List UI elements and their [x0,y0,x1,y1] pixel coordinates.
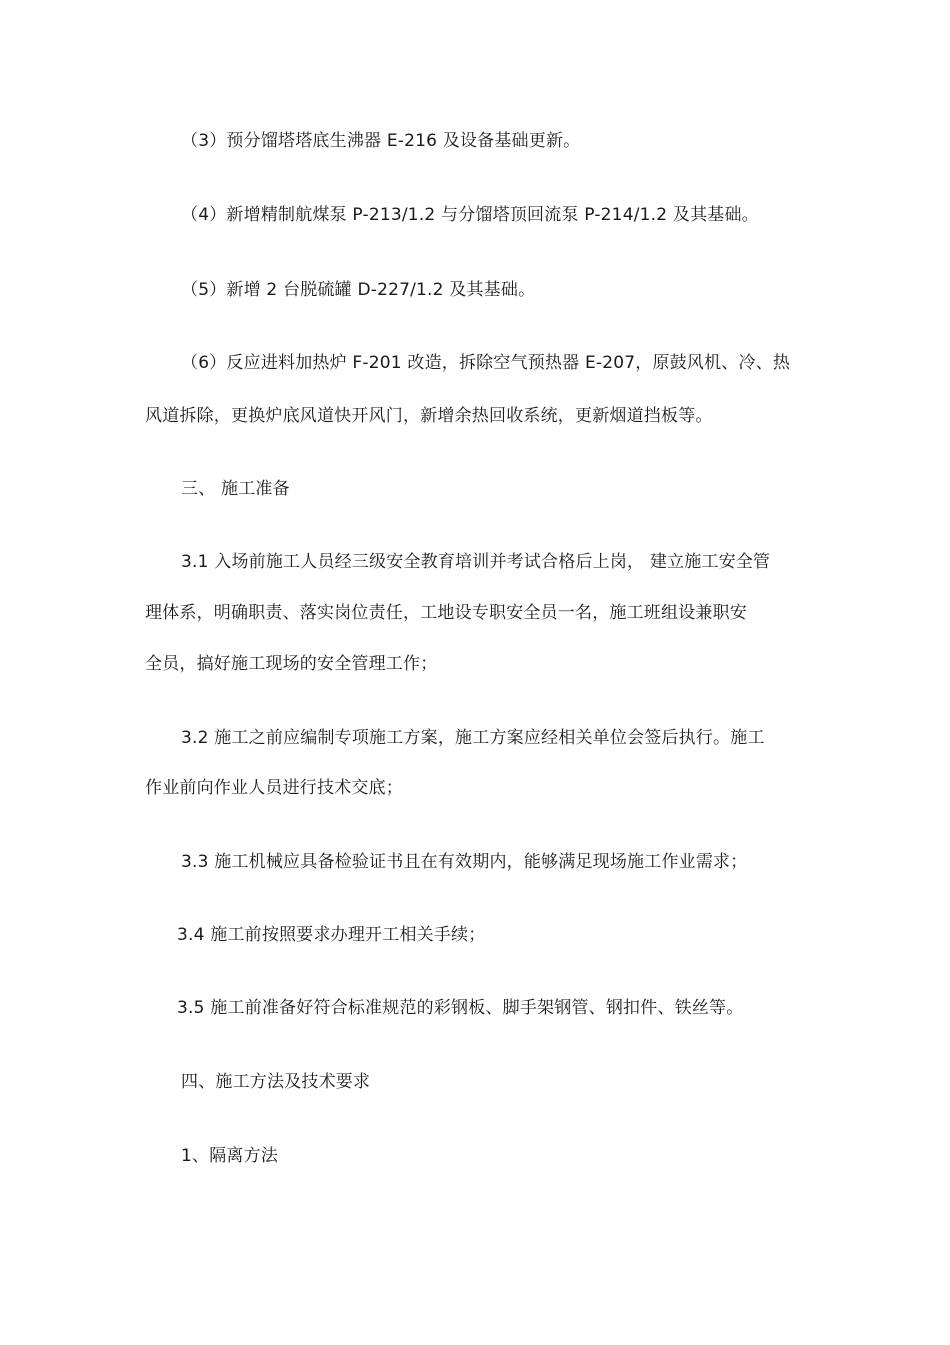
item-6-line-2: 风道拆除，更换炉底风道快开风门，新增余热回收系统，更新烟道挡板等。 [145,406,713,426]
para-3-2-line-1: 3.2 施工之前应编制专项施工方案，施工方案应经相关单位会签后执行。施工 [181,728,765,748]
para-3-4-line: 3.4 施工前按照要求办理开工相关手续； [177,925,486,945]
para-3-1-line-2: 理体系，明确职责、落实岗位责任，工地设专职安全员一名，施工班组设兼职安 [145,603,747,623]
para-3-5-line: 3.5 施工前准备好符合标准规范的彩钢板、脚手架钢管、钢扣件、铁丝等。 [177,998,744,1018]
item-6-line-1: （6）反应进料加热炉 F-201 改造，拆除空气预热器 E-207，原鼓风机、冷、热 [181,353,791,373]
item-5-line: （5）新增 2 台脱硫罐 D-227/1.2 及其基础。 [181,280,536,300]
para-3-3-line: 3.3 施工机械应具备检验证书且在有效期内，能够满足现场施工作业需求； [181,852,748,872]
section-4-heading: 四、施工方法及技术要求 [181,1072,371,1092]
item-4-line: （4）新增精制航煤泵 P-213/1.2 与分馏塔顶回流泵 P-214/1.2 及其基础。 [181,205,759,225]
para-3-2-line-2: 作业前向作业人员进行技术交底； [145,778,403,798]
section-3-heading: 三、 施工准备 [181,479,290,499]
para-3-1-line-1: 3.1 入场前施工人员经三级安全教育培训并考试合格后上岗， 建立施工安全管 [181,552,771,572]
item-3-line: （3）预分馏塔塔底生沸器 E-216 及设备基础更新。 [181,131,581,151]
subsection-1-heading: 1、隔离方法 [181,1146,279,1166]
para-3-1-line-3: 全员，搞好施工现场的安全管理工作； [145,654,438,674]
